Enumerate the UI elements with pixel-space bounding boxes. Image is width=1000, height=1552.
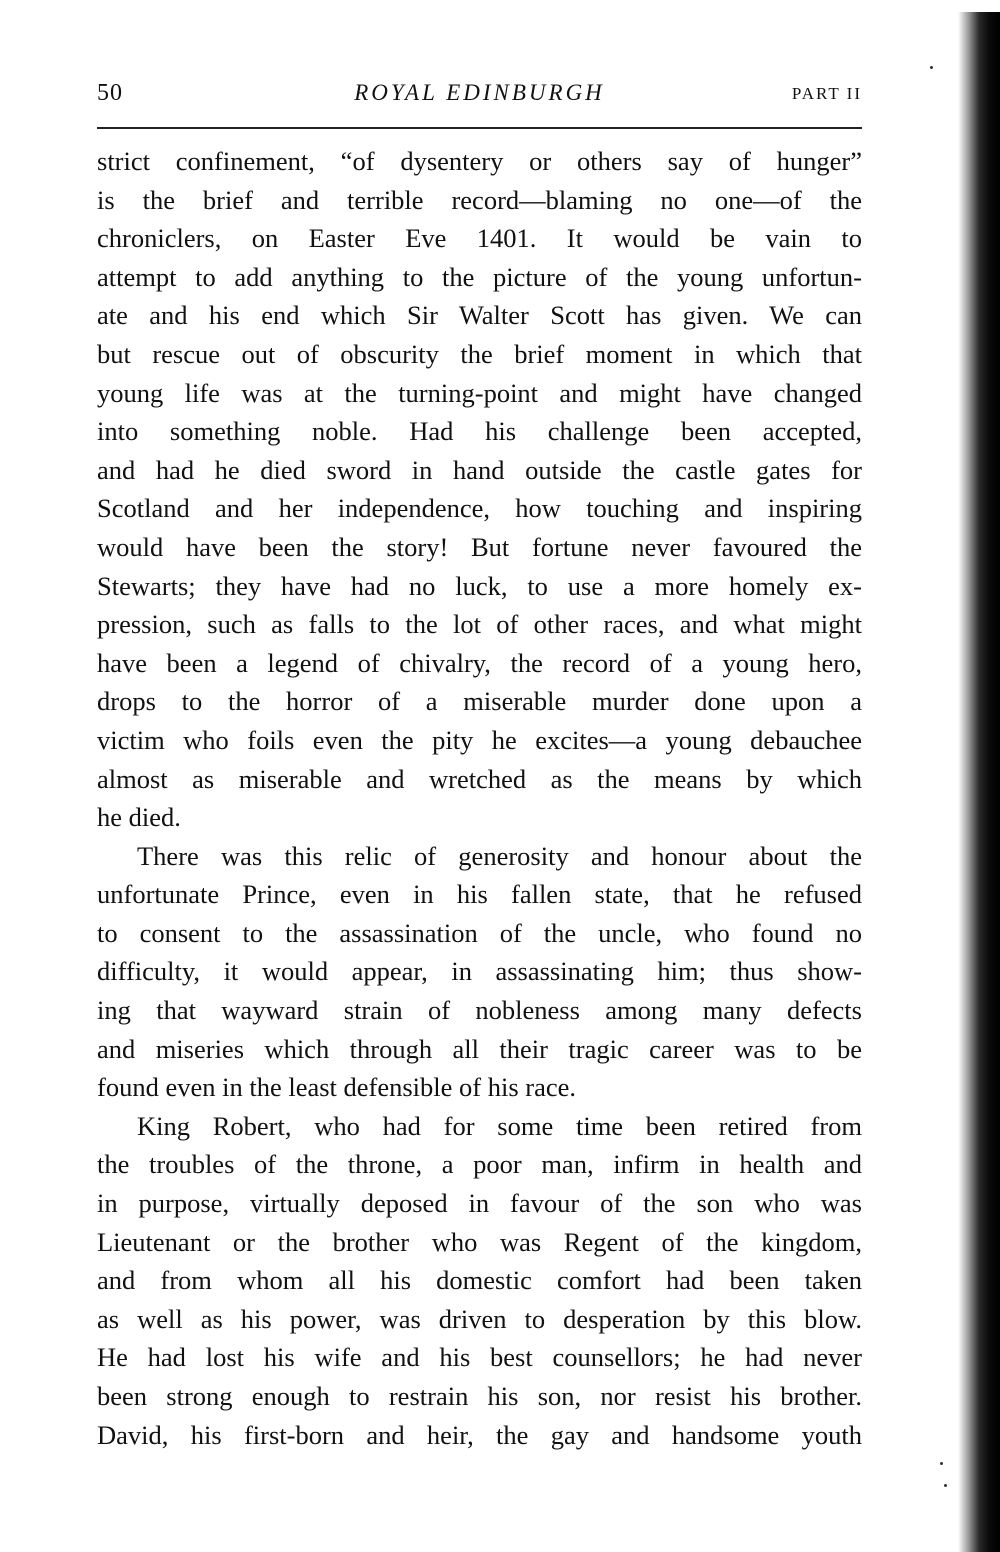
text-line: Stewarts; they have had no luck, to use a more homely ex-	[97, 570, 862, 601]
header-rule	[97, 127, 862, 129]
text-line: been strong enough to restrain his son, nor resist his brother.	[97, 1381, 862, 1411]
text-line: would have been the story! But fortune never favoured the	[97, 531, 862, 562]
paragraph	[97, 142, 862, 837]
text-line: is the brief and terrible record—blaming no one—of the	[97, 184, 862, 215]
text-line: attempt to add anything to the picture of the young unfortun-	[97, 261, 862, 292]
text-line: the troubles of the throne, a poor man, infirm in health and	[97, 1149, 862, 1180]
text-line: have been a legend of chivalry, the record of a young hero,	[97, 647, 862, 678]
page-speck	[944, 1484, 947, 1487]
body-text	[97, 142, 862, 1454]
text-line: young life was at the turning-point and might have changed	[97, 377, 862, 408]
text-line: strict confinement, “of dysentery or others say of hunger”	[97, 146, 862, 176]
text-line: Lieutenant or the brother who was Regent of the kingdom,	[97, 1226, 862, 1257]
text-line: unfortunate Prince, even in his fallen state, that he refused	[97, 879, 862, 910]
page-speck	[940, 1462, 943, 1465]
paragraph	[97, 1107, 862, 1454]
text-line: and miseries which through all their tragic career was to be	[97, 1033, 862, 1064]
binding-edge	[958, 12, 1000, 1552]
page-speck	[930, 66, 933, 69]
text-line: King Robert, who had for some time been retired from	[137, 1110, 862, 1141]
text-line: ing that wayward strain of nobleness among many defects	[97, 995, 862, 1026]
text-line: into something noble. Had his challenge been accepted,	[97, 416, 862, 447]
text-line: found even in the least defensible of his race.	[97, 1072, 577, 1103]
text-line: He had lost his wife and his best counsellors; he had never	[97, 1342, 862, 1373]
text-line: ate and his end which Sir Walter Scott has given. We can	[97, 300, 862, 331]
text-line: David, his first-born and heir, the gay and handsome youth	[97, 1419, 862, 1450]
part-label: PART II	[791, 84, 862, 103]
text-line: but rescue out of obscurity the brief moment in which that	[97, 338, 862, 369]
text-line: and from whom all his domestic comfort had been taken	[97, 1265, 862, 1296]
text-line: almost as miserable and wretched as the means by which	[97, 763, 862, 794]
running-title: ROYAL EDINBURGH	[354, 80, 605, 105]
text-line: drops to the horror of a miserable murder done upon a	[97, 686, 862, 717]
text-line: he died.	[97, 802, 181, 833]
text-line: Scotland and her independence, how touching and inspiring	[97, 493, 862, 524]
text-line: difficulty, it would appear, in assassinating him; thus show-	[97, 956, 862, 987]
page-number: 50	[97, 80, 123, 106]
text-line: chroniclers, on Easter Eve 1401. It would be vain to	[97, 223, 862, 254]
text-line: to consent to the assassination of the uncle, who found no	[97, 917, 862, 948]
running-head	[97, 80, 862, 116]
text-line: as well as his power, was driven to desperation by this blow.	[97, 1303, 862, 1334]
text-line: victim who foils even the pity he excites—a young debauchee	[97, 724, 862, 755]
text-line: in purpose, virtually deposed in favour of the son who was	[97, 1188, 862, 1219]
text-line: pression, such as falls to the lot of other races, and what might	[97, 609, 862, 640]
text-line: There was this relic of generosity and honour about the	[137, 840, 862, 871]
text-line: and had he died sword in hand outside the castle gates for	[97, 454, 862, 485]
paragraph	[97, 837, 862, 1107]
